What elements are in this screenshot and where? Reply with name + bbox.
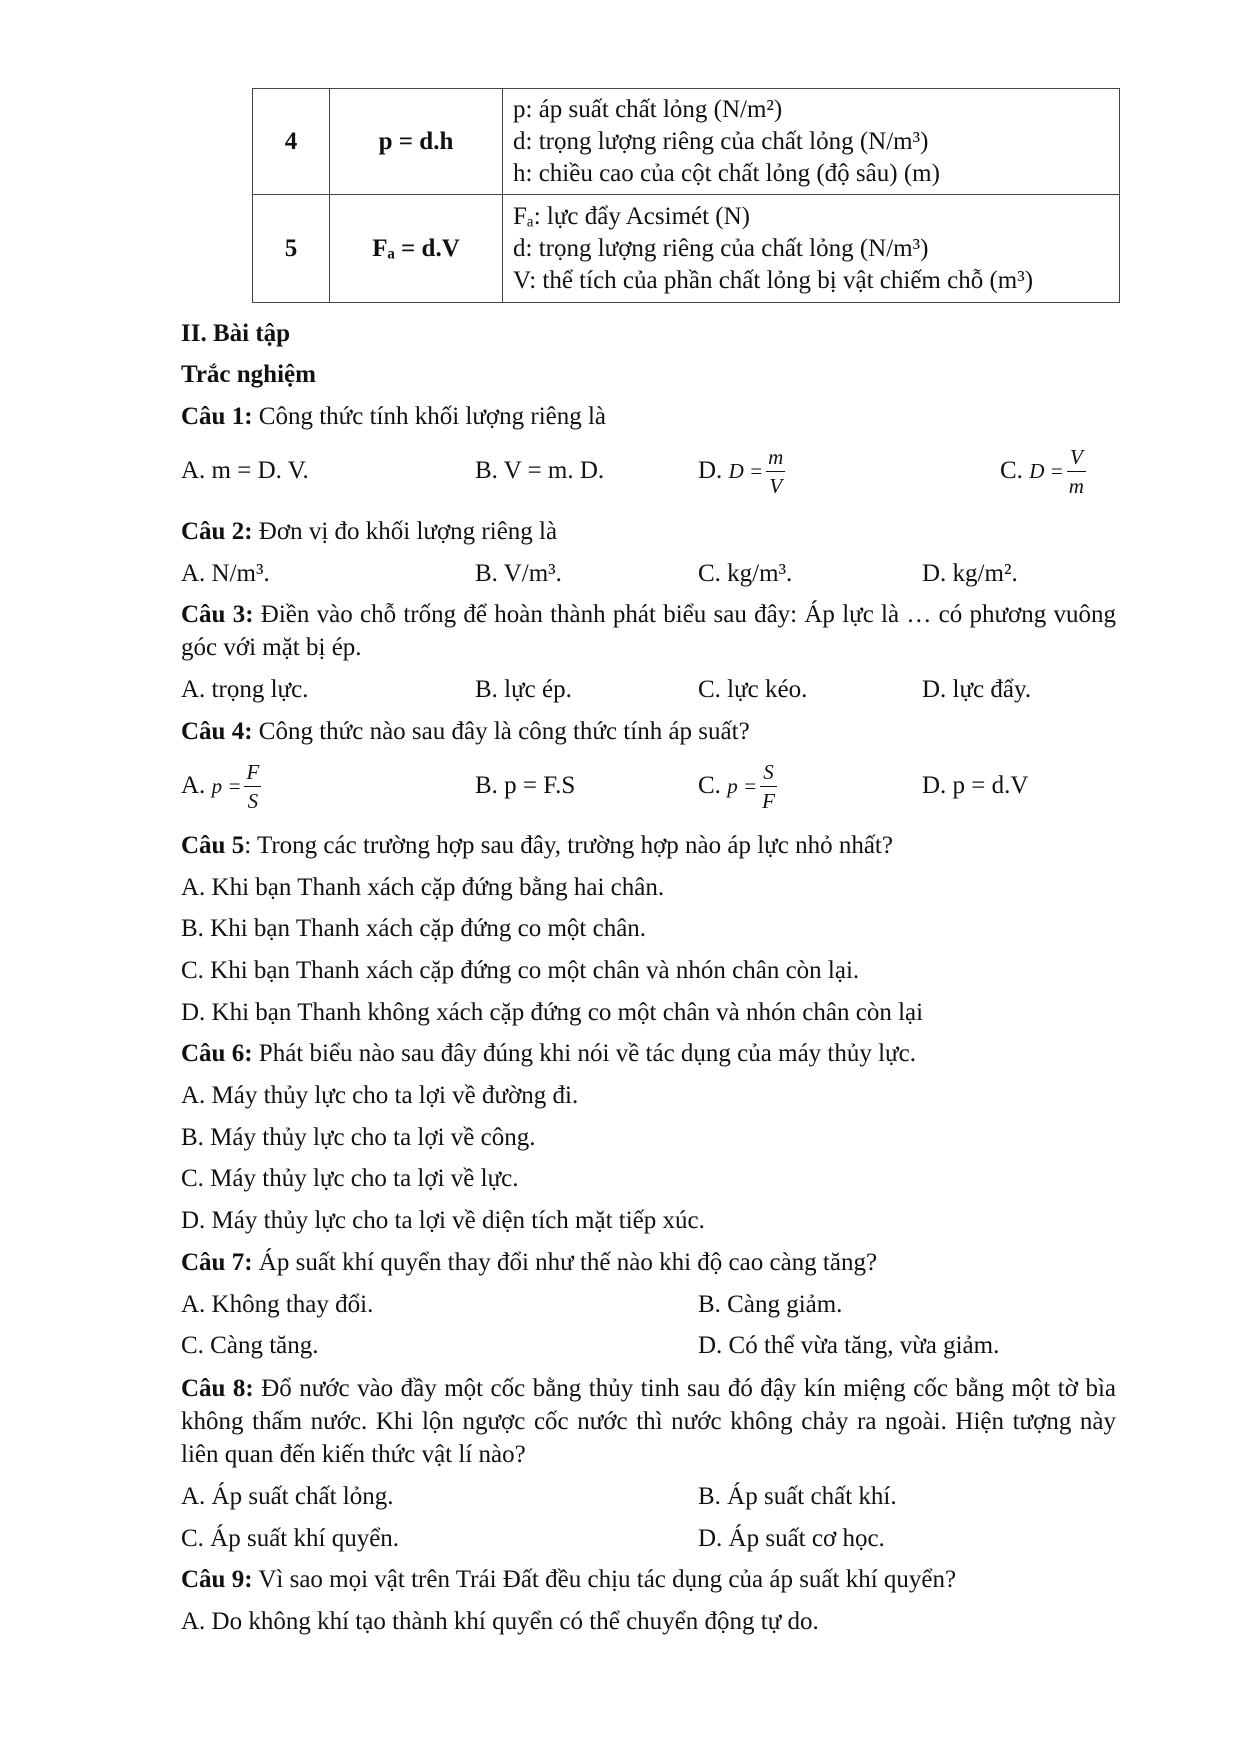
question-label: Câu 7: bbox=[181, 1249, 253, 1276]
option-a bbox=[181, 758, 261, 814]
option-d: D. Có thể vừa tăng, vừa giảm. bbox=[698, 1332, 1000, 1359]
description-line: p: áp suất chất lỏng (N/m²) bbox=[513, 95, 783, 123]
formula-lhs: D = bbox=[728, 459, 764, 483]
question-text: Vì sao mọi vật trên Trái Đất đều chịu tác dụng của áp suất khí quyển? bbox=[252, 1566, 957, 1593]
row-number: 5 bbox=[253, 195, 330, 303]
option-letter: C. bbox=[698, 772, 721, 799]
question-label: Câu 9: bbox=[181, 1566, 253, 1593]
option-b: B. Càng giảm. bbox=[698, 1291, 843, 1318]
subsection-heading: Trắc nghiệm bbox=[181, 361, 316, 388]
description-cell bbox=[503, 195, 1120, 303]
formula-lhs: p = bbox=[727, 774, 758, 798]
question-label: Câu 6: bbox=[181, 1040, 253, 1067]
option-letter: D. bbox=[698, 457, 723, 484]
fraction bbox=[760, 762, 777, 812]
question-text: Đổ nước vào đầy một cốc bằng thủy tinh sau đó đậy kín miệng cốc bằng một tờ bìa không thấm nước. Khi lộn ngược cốc nước thì nước không chảy ra ngoài. Hiện tượng này liên quan đến kiến thức vật lí nào? bbox=[181, 1375, 1116, 1468]
question-text: Phát biểu nào sau đây đúng khi nói về tác dụng của máy thủy lực. bbox=[252, 1040, 916, 1067]
description-line: d: trọng lượng riêng của chất lỏng (N/m³) bbox=[513, 234, 929, 262]
fraction bbox=[1067, 447, 1086, 497]
question-label: Câu 8: bbox=[181, 1375, 254, 1402]
question-text: Công thức tính khối lượng riêng là bbox=[252, 403, 607, 430]
question-label: Câu 5 bbox=[181, 832, 245, 859]
denominator: F bbox=[762, 789, 775, 814]
option-c: C. lực kéo. bbox=[698, 676, 808, 703]
description-line: h: chiều cao của cột chất lỏng (độ sâu) (m) bbox=[513, 159, 940, 187]
option-a: A. Do không khí tạo thành khí quyển có thể chuyển động tự do. bbox=[181, 1608, 819, 1635]
denominator: S bbox=[247, 789, 259, 814]
question-6 bbox=[181, 1039, 916, 1069]
option-b: B. lực ép. bbox=[475, 676, 572, 703]
option-b: B. V = m. D. bbox=[475, 457, 605, 484]
formula-lhs: D = bbox=[1029, 459, 1064, 483]
question-7 bbox=[181, 1248, 877, 1278]
option-c: C. Càng tăng. bbox=[181, 1332, 319, 1359]
option-a: A. Không thay đổi. bbox=[181, 1291, 374, 1318]
option-c: C. Áp suất khí quyển. bbox=[181, 1525, 400, 1552]
fraction bbox=[244, 762, 261, 812]
question-2 bbox=[181, 517, 557, 547]
numerator: S bbox=[760, 762, 777, 787]
question-text: Công thức nào sau đây là công thức tính áp suất? bbox=[252, 718, 750, 745]
question-label: Câu 3: bbox=[181, 601, 254, 628]
section-heading: II. Bài tập bbox=[181, 320, 291, 347]
description-line: V: thể tích của phần chất lỏng bị vật chiếm chỗ (m³) bbox=[513, 266, 1034, 294]
option-b: B. Áp suất chất khí. bbox=[698, 1483, 897, 1510]
question-label: Câu 2: bbox=[181, 518, 253, 545]
option-c bbox=[698, 758, 777, 814]
formula-cell: p = d.h bbox=[330, 89, 503, 195]
formula-cell: Fₐ = d.V bbox=[330, 195, 503, 303]
option-c: C. Khi bạn Thanh xách cặp đứng co một chân và nhón chân còn lại. bbox=[181, 957, 860, 984]
formula-table bbox=[252, 88, 1120, 303]
option-a: A. Máy thủy lực cho ta lợi về đường đi. bbox=[181, 1082, 579, 1109]
option-letter: A. bbox=[181, 772, 206, 799]
question-3 bbox=[181, 598, 1116, 664]
option-a: A. trọng lực. bbox=[181, 676, 309, 703]
denominator: m bbox=[1068, 474, 1084, 499]
option-d: D. p = d.V bbox=[922, 772, 1029, 799]
question-label: Câu 1: bbox=[181, 403, 253, 430]
description-line: d: trọng lượng riêng của chất lỏng (N/m³) bbox=[513, 127, 929, 155]
option-d: D. lực đẩy. bbox=[922, 676, 1032, 703]
option-d bbox=[698, 443, 785, 499]
option-b: B. V/m³. bbox=[475, 560, 562, 587]
option-d: D. Máy thủy lực cho ta lợi về diện tích mặt tiếp xúc. bbox=[181, 1207, 705, 1234]
option-d: D. Áp suất cơ học. bbox=[698, 1525, 885, 1552]
table-row bbox=[253, 89, 1120, 195]
option-a: A. Áp suất chất lỏng. bbox=[181, 1483, 394, 1510]
question-label: Câu 4: bbox=[181, 718, 253, 745]
description-cell bbox=[503, 89, 1120, 195]
option-b: B. Khi bạn Thanh xách cặp đứng co một chân. bbox=[181, 915, 647, 942]
row-number: 4 bbox=[253, 89, 330, 195]
question-text: Áp suất khí quyển thay đổi như thế nào khi độ cao càng tăng? bbox=[252, 1249, 878, 1276]
option-letter: C. bbox=[1000, 457, 1023, 484]
option-c: C. kg/m³. bbox=[698, 560, 793, 587]
option-a: A. Khi bạn Thanh xách cặp đứng bằng hai chân. bbox=[181, 874, 665, 901]
numerator: F bbox=[244, 762, 261, 787]
fraction bbox=[766, 447, 785, 497]
question-4 bbox=[181, 717, 750, 747]
option-c: C. Máy thủy lực cho ta lợi về lực. bbox=[181, 1165, 519, 1192]
option-d: D. Khi bạn Thanh không xách cặp đứng co một chân và nhón chân còn lại bbox=[181, 999, 924, 1026]
table-row bbox=[253, 195, 1120, 303]
question-5 bbox=[181, 831, 893, 861]
question-1 bbox=[181, 402, 606, 432]
option-d: D. kg/m². bbox=[922, 560, 1018, 587]
question-9 bbox=[181, 1565, 956, 1595]
option-a: A. N/m³. bbox=[181, 560, 270, 587]
option-b: B. Máy thủy lực cho ta lợi về công. bbox=[181, 1124, 536, 1151]
question-8 bbox=[181, 1372, 1116, 1471]
question-text: Điền vào chỗ trống để hoàn thành phát biểu sau đây: Áp lực là … có phương vuông góc với mặt bị ép. bbox=[181, 601, 1116, 661]
option-a: A. m = D. V. bbox=[181, 457, 309, 484]
denominator: V bbox=[769, 474, 783, 499]
question-text: : Trong các trường hợp sau đây, trường hợp nào áp lực nhỏ nhất? bbox=[244, 832, 893, 859]
formula-lhs: p = bbox=[211, 774, 242, 798]
numerator: V bbox=[1067, 447, 1086, 472]
question-text: Đơn vị đo khối lượng riêng là bbox=[252, 518, 558, 545]
option-b: B. p = F.S bbox=[475, 772, 576, 799]
numerator: m bbox=[766, 447, 785, 472]
option-c bbox=[1000, 443, 1086, 499]
description-line: Fₐ: lực đẩy Acsimét (N) bbox=[513, 202, 751, 230]
